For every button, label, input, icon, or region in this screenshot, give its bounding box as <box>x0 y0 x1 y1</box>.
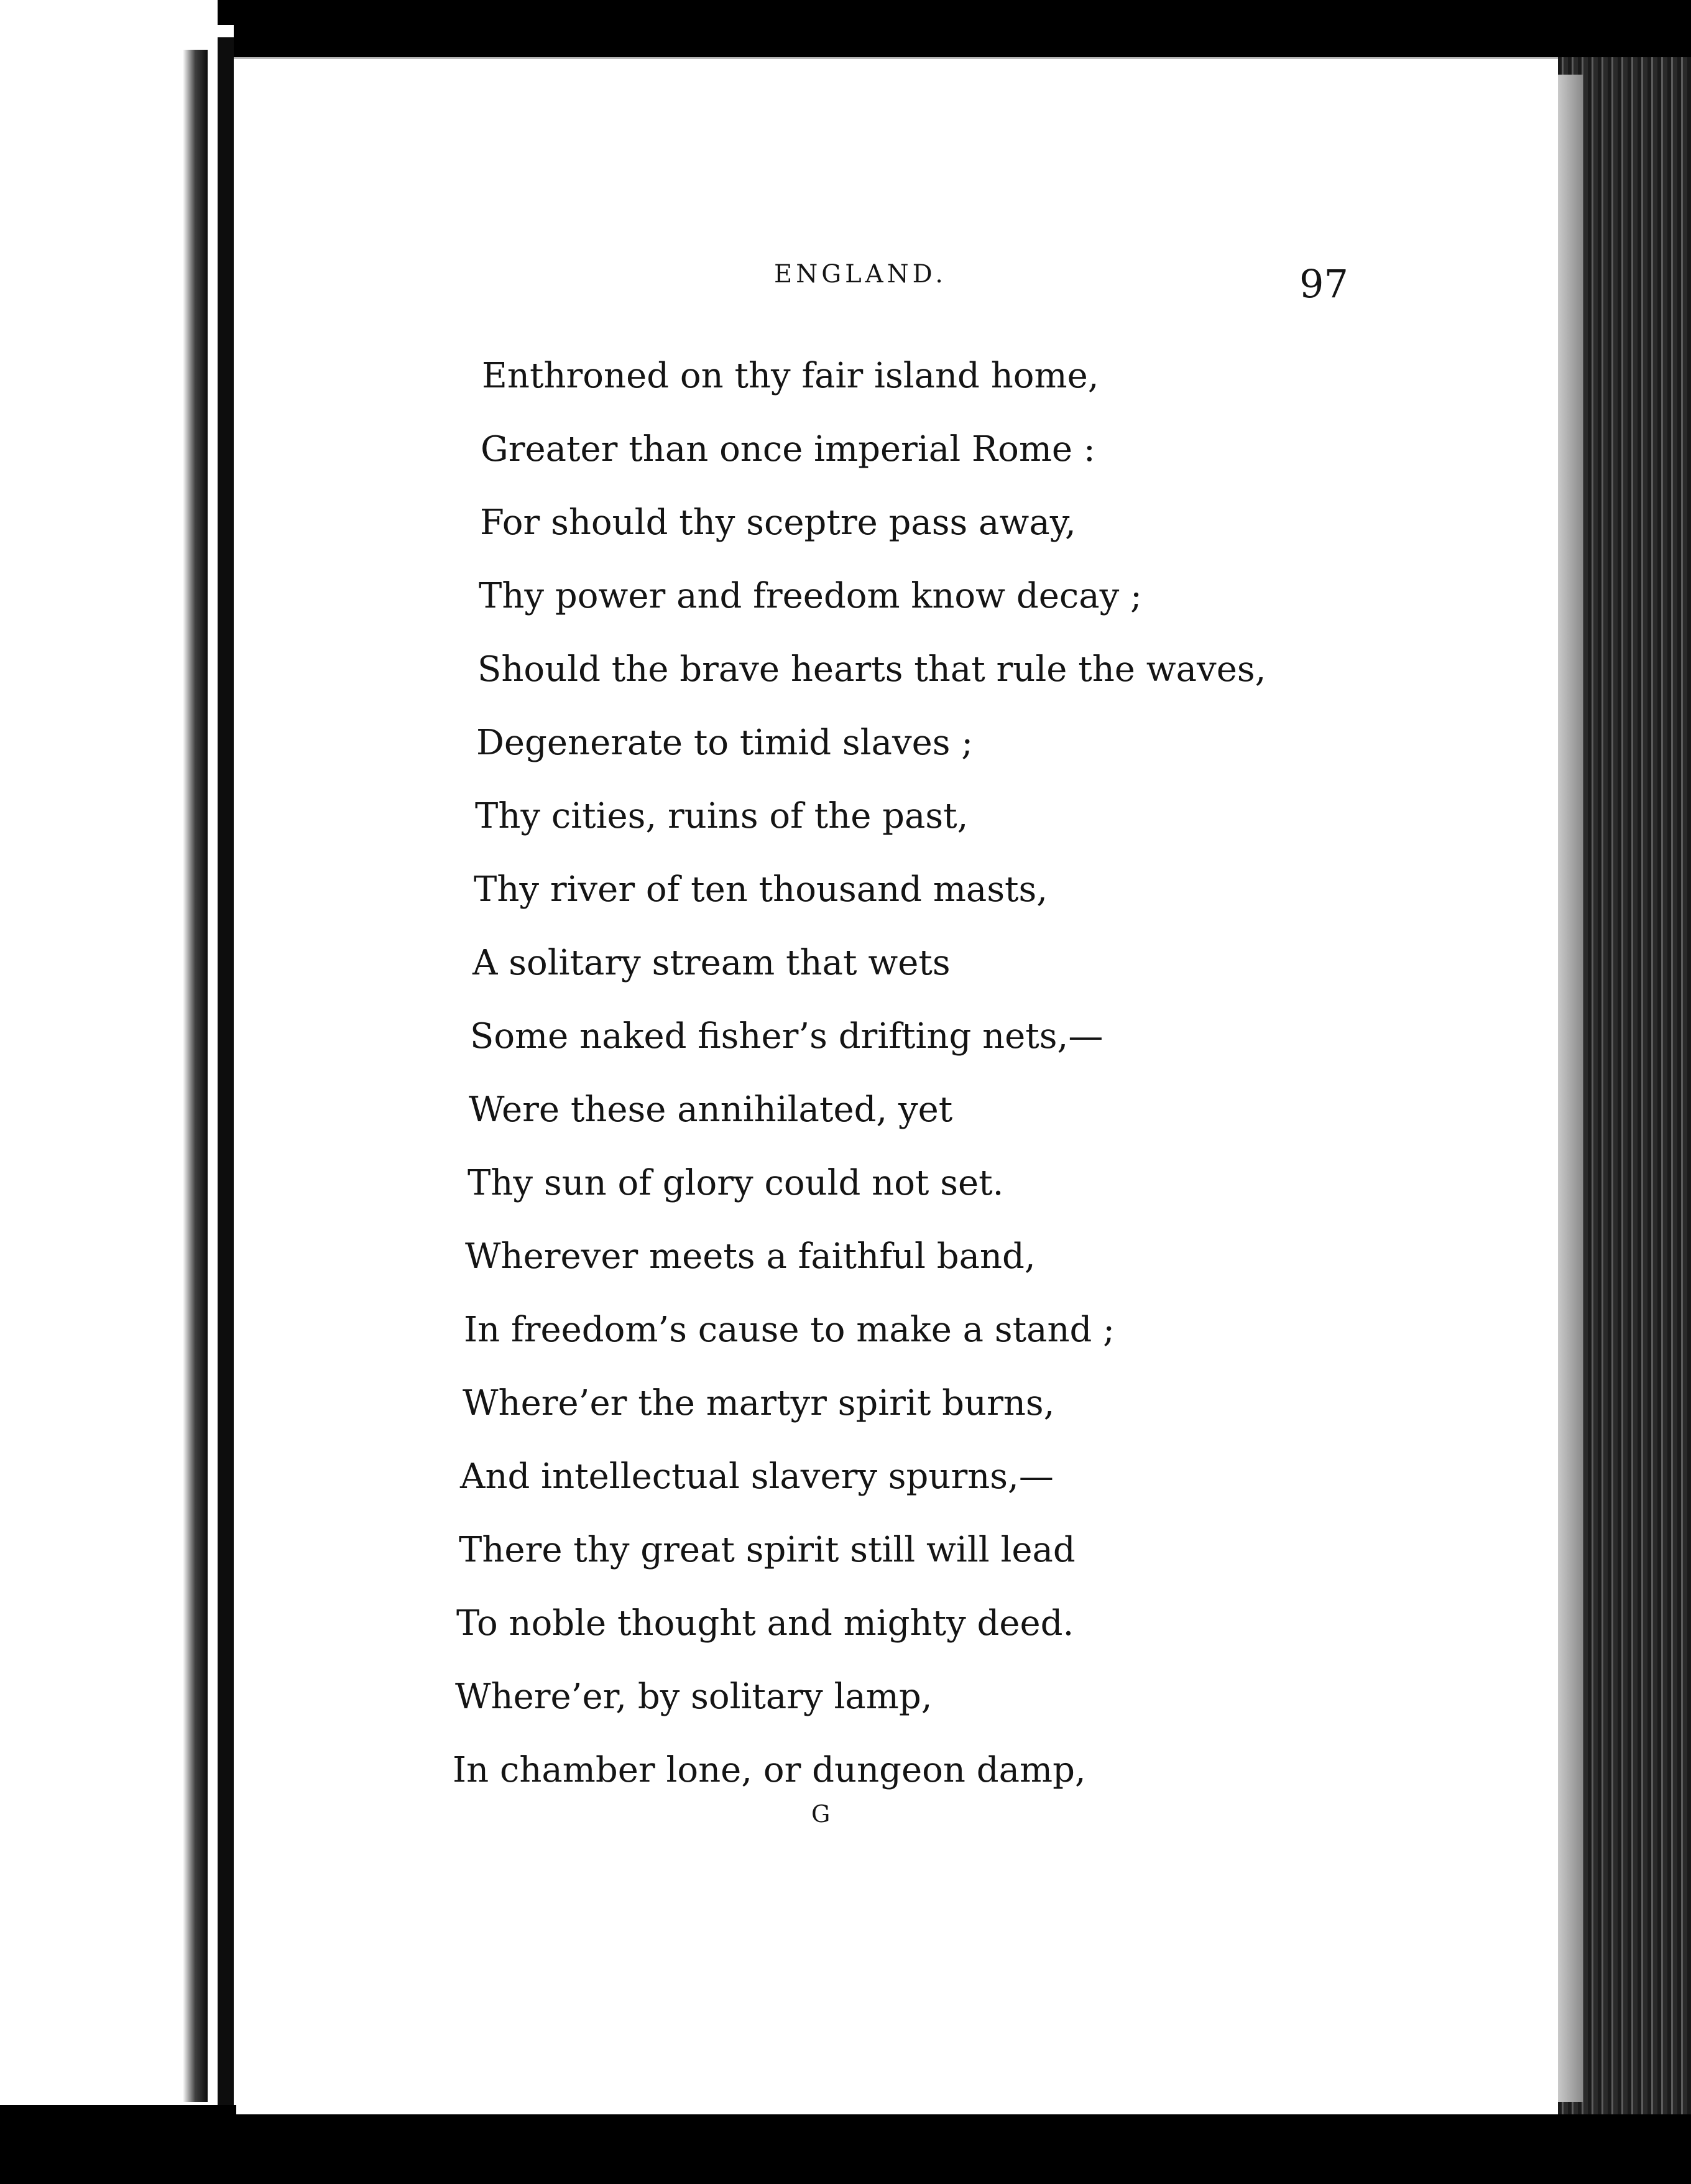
poem-line: Enthroned on thy fair island home, <box>482 356 1099 396</box>
poem-line: Were these annihilated, yet <box>469 1090 953 1130</box>
poem-line: For should thy sceptre pass away, <box>480 502 1076 543</box>
poem-line: Should the brave hearts that rule the waves, <box>477 649 1266 690</box>
poem-line: Where’er, by solitary lamp, <box>455 1677 933 1717</box>
signature-mark: G <box>811 1800 831 1828</box>
poem-line: Thy cities, ruins of the past, <box>475 796 969 836</box>
poem-line: Degenerate to timid slaves ; <box>476 723 974 763</box>
poem-line: Thy river of ten thousand masts, <box>474 869 1048 910</box>
poem-line: In chamber lone, or dungeon damp, <box>453 1750 1086 1790</box>
running-head: ENGLAND. <box>774 260 947 289</box>
poem-line: Thy power and freedom know decay ; <box>479 576 1142 616</box>
poem-line: There thy great spirit still will lead <box>459 1530 1076 1570</box>
poem-line: Greater than once imperial Rome : <box>481 429 1095 470</box>
poem-line: Some naked fisher’s drifting nets,— <box>470 1016 1104 1057</box>
poem-line: Thy sun of glory could not set. <box>468 1163 1004 1203</box>
poem-line: In freedom’s cause to make a stand ; <box>464 1310 1115 1350</box>
poem-line: And intellectual slavery spurns,— <box>460 1456 1054 1497</box>
poem-line: A solitary stream that wets <box>472 943 951 983</box>
page-number: 97 <box>1299 261 1348 307</box>
poem-line: Wherever meets a faithful band, <box>465 1236 1036 1277</box>
poem-line: To noble thought and mighty deed. <box>456 1603 1074 1644</box>
poem-line: Where’er the martyr spirit burns, <box>463 1383 1055 1423</box>
